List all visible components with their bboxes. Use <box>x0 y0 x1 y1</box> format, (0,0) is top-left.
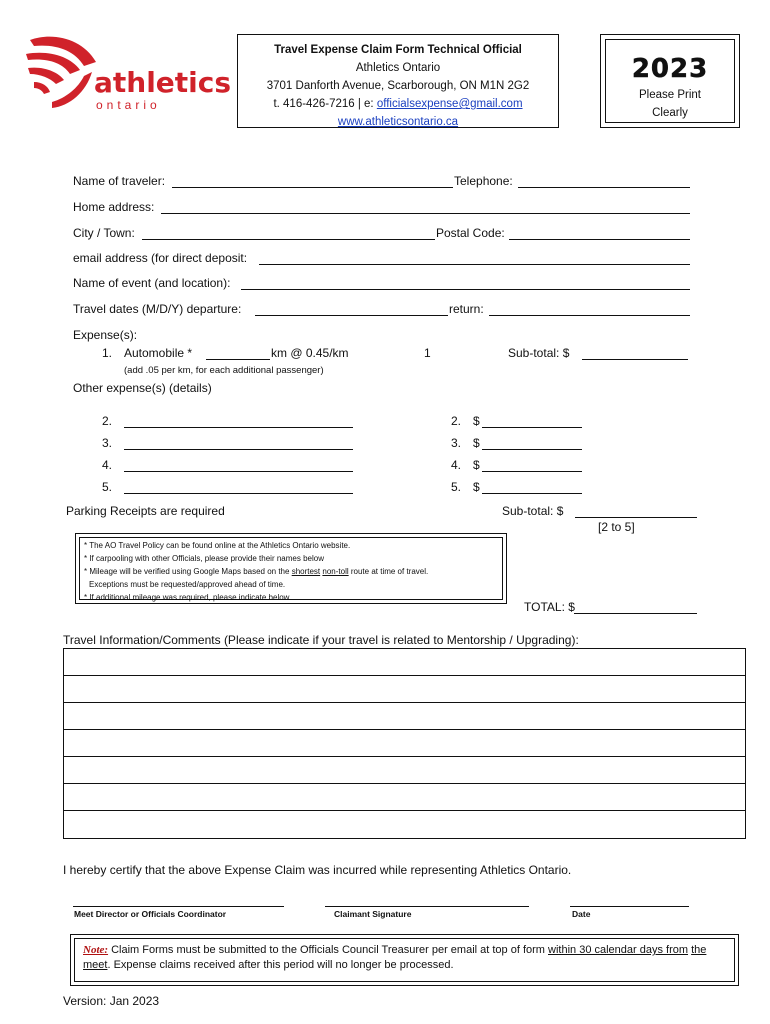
comment-row[interactable] <box>64 730 745 757</box>
note-line: Exceptions must be requested/approved ahead of time. <box>89 580 286 589</box>
city-label: City / Town: <box>73 226 135 240</box>
logo-name: athletics <box>94 66 232 99</box>
please-print: Please Print <box>638 89 701 101</box>
logo-swoosh-icon <box>22 32 102 112</box>
other-subtotal-field[interactable] <box>575 517 697 518</box>
logo-sub: ontario <box>96 98 161 112</box>
auto-number: 1. <box>102 346 113 360</box>
parking-note: Parking Receipts are required <box>66 504 225 518</box>
claimant-label: Claimant Signature <box>334 909 412 919</box>
note-line: * If additional mileage was required, please indicate below <box>84 593 290 602</box>
km-field[interactable] <box>206 359 270 360</box>
auto-col: 1 <box>424 346 431 360</box>
dollar-sign: $ <box>473 414 480 428</box>
form-title: Travel Expense Claim Form Technical Official <box>274 44 522 56</box>
comment-row[interactable] <box>64 784 745 811</box>
name-field[interactable] <box>172 187 453 188</box>
header-box <box>237 34 559 128</box>
other-amount-field[interactable] <box>482 493 582 494</box>
other-row-num-right: 3. <box>451 436 462 450</box>
dates-label: Travel dates (M/D/Y) departure: <box>73 302 242 316</box>
comment-row[interactable] <box>64 811 745 838</box>
policy-notes-box <box>75 533 507 604</box>
other-detail-field[interactable] <box>124 449 353 450</box>
dollar-sign: $ <box>473 480 480 494</box>
other-row-num-right: 4. <box>451 458 462 472</box>
year: 2023 <box>631 54 709 84</box>
auto-label: Automobile * <box>124 346 193 360</box>
home-address-label: Home address: <box>73 200 155 214</box>
city-field[interactable] <box>142 239 435 240</box>
travel-info-grid <box>63 648 746 839</box>
contact-line <box>238 95 558 113</box>
auto-subtotal-label: Sub-total: $ <box>508 346 570 360</box>
note-line: * If carpooling with other Officials, please provide their names below <box>84 554 324 563</box>
email-label: email address (for direct deposit: <box>73 251 248 265</box>
expenses-heading: Expense(s): <box>73 328 138 342</box>
dollar-sign: $ <box>473 436 480 450</box>
email-field[interactable] <box>259 264 690 265</box>
other-row-num-right: 5. <box>451 480 462 494</box>
event-field[interactable] <box>241 289 690 290</box>
year-box <box>600 34 740 128</box>
other-expenses-heading: Other expense(s) (details) <box>73 381 212 395</box>
travel-info-label: Travel Information/Comments (Please indicate if your travel is related to Mentorship / Upgrading): <box>63 633 579 647</box>
postal-field[interactable] <box>509 239 690 240</box>
submission-note: Note: Claim Forms must be submitted to the Officials Council Treasurer per email at top of form within 30 calendar days from the meet. Expense claims received after this period will no longer be processed. <box>74 938 735 982</box>
certify-statement: I hereby certify that the above Expense Claim was incurred while representing Athletics Ontario. <box>63 863 572 877</box>
note-line: * Mileage will be verified using Google Maps based on the shortest non-toll route at time of travel. <box>84 567 429 576</box>
claimant-signature-field[interactable] <box>325 906 529 907</box>
other-detail-field[interactable] <box>124 471 353 472</box>
other-subtotal-label: Sub-total: $ <box>502 504 564 518</box>
other-detail-field[interactable] <box>124 493 353 494</box>
comment-row[interactable] <box>64 649 745 676</box>
other-row-num-right: 2. <box>451 414 462 428</box>
home-address-field[interactable] <box>161 213 690 214</box>
name-label: Name of traveler: <box>73 174 166 188</box>
other-amount-field[interactable] <box>482 427 582 428</box>
director-label: Meet Director or Officials Coordinator <box>74 909 227 919</box>
version-label: Version: Jan 2023 <box>63 994 160 1008</box>
clearly: Clearly <box>652 107 688 119</box>
postal-label: Postal Code: <box>436 226 505 240</box>
telephone-field[interactable] <box>518 187 690 188</box>
date-field[interactable] <box>570 906 689 907</box>
submission-note-box <box>70 934 739 986</box>
website-link[interactable]: www.athleticsontario.ca <box>337 116 459 128</box>
other-amount-field[interactable] <box>482 471 582 472</box>
other-row-num: 2. <box>102 414 113 428</box>
auto-rate: km @ 0.45/km <box>271 346 349 360</box>
departure-field[interactable] <box>255 315 448 316</box>
event-label: Name of event (and location): <box>73 276 231 290</box>
total-label: TOTAL: $ <box>524 600 575 614</box>
telephone-label: Telephone: <box>454 174 513 188</box>
return-label: return: <box>449 302 484 316</box>
total-field[interactable] <box>574 613 697 614</box>
comment-row[interactable] <box>64 676 745 703</box>
note-line: * The AO Travel Policy can be found online at the Athletics Ontario website. <box>84 541 351 550</box>
org-name: Athletics Ontario <box>355 62 441 74</box>
other-row-num: 5. <box>102 480 113 494</box>
other-row-num: 4. <box>102 458 113 472</box>
other-detail-field[interactable] <box>124 427 353 428</box>
auto-note: (add .05 per km, for each additional passenger) <box>124 365 324 376</box>
org-address: 3701 Danforth Avenue, Scarborough, ON M1N 2G2 <box>266 80 530 92</box>
return-field[interactable] <box>489 315 690 316</box>
auto-subtotal-field[interactable] <box>582 359 688 360</box>
email-link[interactable]: officialsexpense@gmail.com <box>376 98 523 110</box>
other-row-num: 3. <box>102 436 113 450</box>
other-amount-field[interactable] <box>482 449 582 450</box>
phone: t. 416-426-7216 | e: <box>273 98 377 110</box>
athletics-ontario-logo <box>22 32 232 122</box>
date-label: Date <box>572 909 591 919</box>
range-label: [2 to 5] <box>598 520 635 534</box>
comment-row[interactable] <box>64 757 745 784</box>
comment-row[interactable] <box>64 703 745 730</box>
dollar-sign: $ <box>473 458 480 472</box>
director-signature-field[interactable] <box>73 906 284 907</box>
